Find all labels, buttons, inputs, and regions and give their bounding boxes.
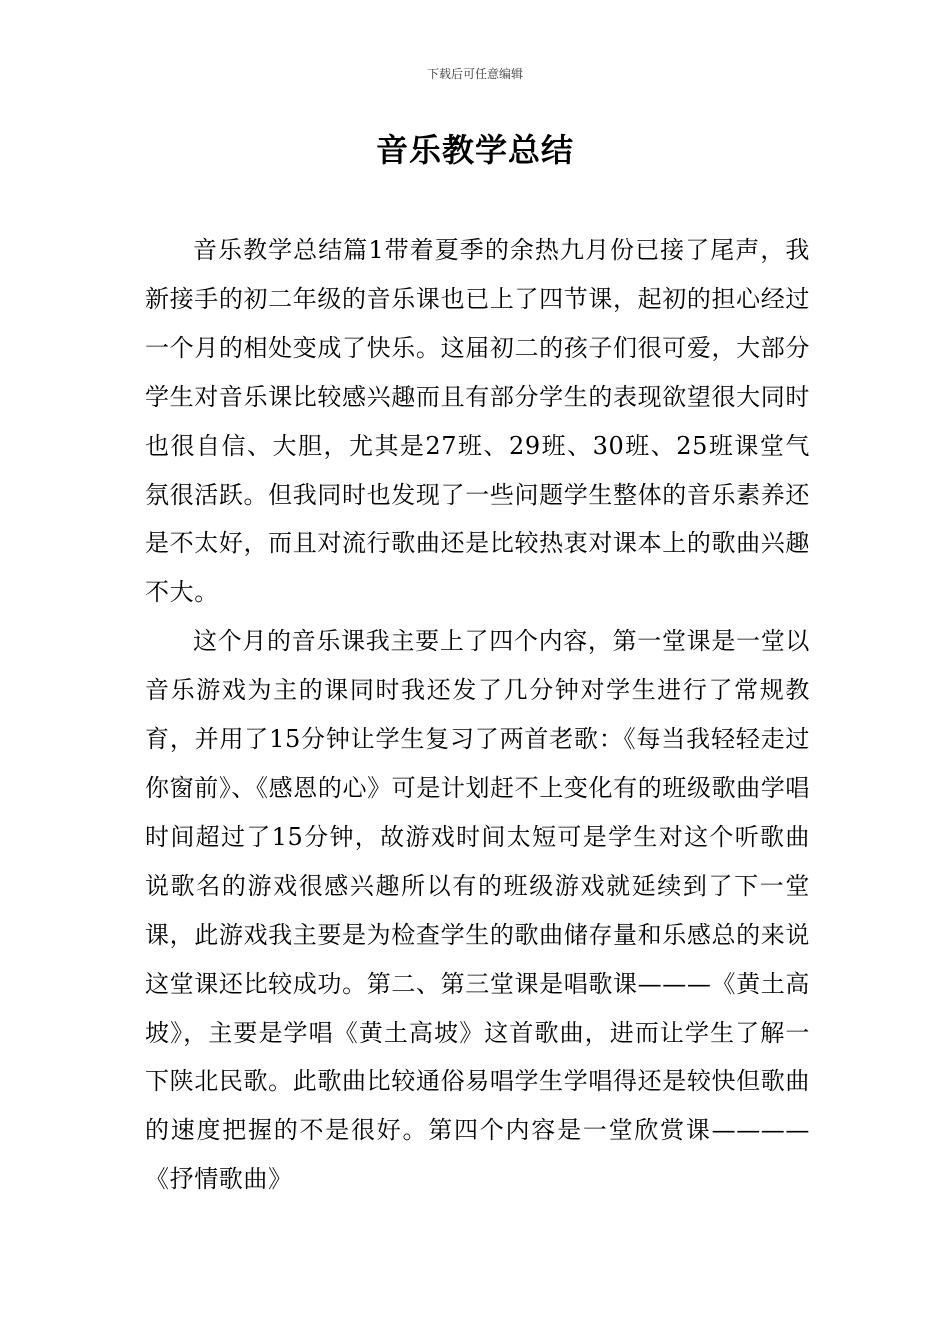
document-title: 音乐教学总结 [375, 131, 574, 169]
paragraph-2: 这个月的音乐课我主要上了四个内容，第一堂课是一堂以音乐游戏为主的课同时我还发了几分钟对学生进行了常规教育，并用了15分钟让学生复习了两首老歌：《每当我轻轻走过你窗前》、《感恩的心》可是计划赶不上变化有的班级歌曲学唱时间超过了15分钟，故游戏时间太短可是学生对这个听歌曲说歌名的游戏很感兴趣所以有的班级游戏就延续到了下一堂课，此游戏我主要是为检查学生的歌曲储存量和乐感总的来说这堂课还比较成功。第二、第三堂课是唱歌课———《黄土高坡》，主要是学唱《黄土高坡》这首歌曲，进而让学生了解一下陕北民歌。此歌曲比较通俗易唱学生学唱得还是较快但歌曲的速度把握的不是很好。第四个内容是一堂欣赏课————《抒情歌曲》 [145, 627, 810, 1194]
header-note: 下载后可任意编辑 [426, 67, 523, 81]
document-body [145, 226, 810, 1204]
paragraph-1: 音乐教学总结篇1带着夏季的余热九月份已接了尾声，我新接手的初二年级的音乐课也已上了四节课，起初的担心经过一个月的相处变成了快乐。这届初二的孩子们很可爱，大部分学生对音乐课比较感兴趣而且有部分学生的表现欲望很大同时也很自信、大胆，尤其是27班、29班、30班、25班课堂气氛很活跃。但我同时也发现了一些问题学生整体的音乐素养还是不太好，而且对流行歌曲还是比较热衷对课本上的歌曲兴趣不大。 [145, 236, 810, 607]
